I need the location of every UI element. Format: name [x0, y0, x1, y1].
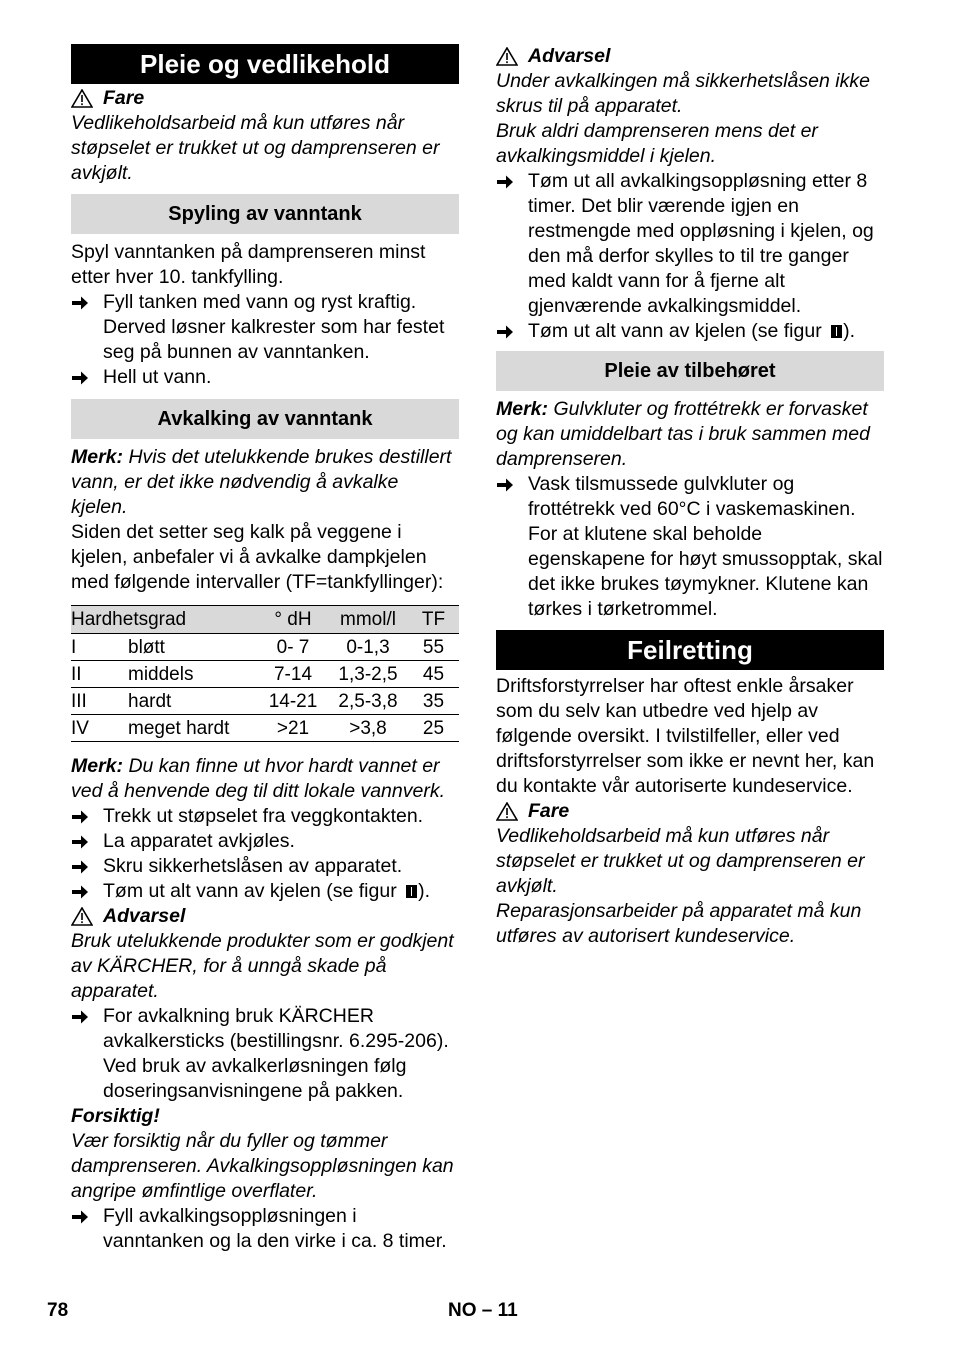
step-item: Vask tilsmussede gulvkluter og frottétrekk ved 60°C i vaskemaskinen. For at klutene skal beholde egenskapene for høyt smussopptak, skal det ikke brukes tøymykner. Klutene kan tørkes i tørketrommel. [496, 472, 884, 622]
danger-heading [496, 799, 884, 824]
section-title-troubleshooting: Feilretting [496, 630, 884, 670]
subsection-title-descaling: Avkalking av vanntank [71, 399, 459, 439]
danger-label: Fare [528, 800, 570, 822]
warning-heading [71, 904, 459, 929]
arrow-right-icon [496, 477, 514, 493]
warning-triangle-icon [496, 802, 518, 821]
arrow-right-icon [71, 809, 89, 825]
danger-label: Fare [103, 87, 145, 109]
warning-text: Bruk utelukkende produkter som er godkjent av KÄRCHER, for å unngå skade på apparatet. [71, 930, 454, 1002]
warning-heading [496, 44, 884, 69]
caution-label: Forsiktig! [71, 1105, 160, 1127]
left-column [71, 44, 459, 1254]
step-item: Trekk ut støpselet fra veggkontakten. [71, 804, 459, 829]
danger-text: Reparasjonsarbeider på apparatet må kun utføres av autorisert kundeservice. [496, 900, 862, 947]
figure-reference-icon [831, 325, 842, 338]
table-row: I bløtt 0- 7 0-1,3 55 [71, 634, 459, 661]
warning-label: Advarsel [528, 45, 611, 67]
subsection-title-accessories: Pleie av tilbehøret [496, 351, 884, 391]
arrow-right-icon [71, 884, 89, 900]
hardness-table [71, 605, 459, 742]
step-item: Skru sikkerhetslåsen av apparatet. [71, 854, 459, 879]
step-item: For avkalkning bruk KÄRCHER avkalkersticks (bestillingsnr. 6.295-206). Ved bruk av avkalkerløsningen følg doseringsanvisningene på pakken. [71, 1004, 459, 1104]
step-item: Fyll avkalkingsoppløsningen i vanntanken og la den virke i ca. 8 timer. [71, 1204, 459, 1254]
right-column [496, 44, 884, 949]
arrow-right-icon [71, 1009, 89, 1025]
step-item: Tøm ut all avkalkingsoppløsning etter 8 timer. Det blir værende igjen en restmengde med oppløsning i kjelen, og den må derfor skylles to til tre ganger med kaldt vann for å fjerne alt gjenværende avkalkingsmiddel. [496, 169, 884, 319]
arrow-right-icon [496, 174, 514, 190]
arrow-right-icon [496, 324, 514, 340]
subsection-title-flushing: Spyling av vanntank [71, 194, 459, 234]
section-title-maintenance: Pleie og vedlikehold [71, 44, 459, 84]
section-page-label: NO – 11 [448, 1300, 518, 1321]
flushing-text: Spyl vanntanken på damprenseren minst etter hver 10. tankfylling. [71, 241, 426, 288]
note-accessories: Merk: Gulvkluter og frottétrekk er forvasket og kan umiddelbart tas i bruk sammen med damprenseren. [496, 398, 870, 470]
step-item: Tøm ut alt vann av kjelen (se figur ). [71, 879, 459, 904]
step-item: La apparatet avkjøles. [71, 829, 459, 854]
caution-text: Vær forsiktig når du fyller og tømmer damprenseren. Avkalkingsoppløsningen kan angripe ømfintlige overflater. [71, 1130, 454, 1202]
arrow-right-icon [71, 1209, 89, 1225]
warning-triangle-icon [71, 89, 93, 108]
warning-text: Bruk aldri damprenseren mens det er avkalkingsmiddel i kjelen. [496, 120, 818, 167]
danger-text: Vedlikeholdsarbeid må kun utføres når støpselet er trukket ut og damprenseren er avkjølt. [71, 112, 440, 184]
step-item: Hell ut vann. [71, 365, 459, 390]
arrow-right-icon [71, 859, 89, 875]
table-header-row: Hardhetsgrad ° dH mmol/l TF [71, 606, 459, 634]
troubleshooting-text: Driftsforstyrrelser har oftest enkle årsaker som du selv kan utbedre ved hjelp av følgende oversikt. I tvilstilfeller, eller ved driftsforstyrrelser som ikke er nevnt her, kan du kontakte vår autoriserte kundeservice. [496, 675, 875, 797]
warning-text: Under avkalkingen må sikkerhetslåsen ikke skrus til på apparatet. [496, 70, 870, 117]
warning-triangle-icon [71, 907, 93, 926]
table-row: II middels 7-14 1,3-2,5 45 [71, 661, 459, 688]
note-water-hardness: Merk: Du kan finne ut hvor hardt vannet er ved å henvende deg til ditt lokale vannverk. [71, 755, 445, 802]
arrow-right-icon [71, 370, 89, 386]
descaling-text: Siden det setter seg kalk på veggene i kjelen, anbefaler vi å avkalke dampkjelen med følgende intervaller (TF=tankfyllinger): [71, 521, 444, 593]
danger-heading [71, 86, 459, 111]
warning-label: Advarsel [103, 905, 186, 927]
danger-text: Vedlikeholdsarbeid må kun utføres når støpselet er trukket ut og damprenseren er avkjølt. [496, 825, 865, 897]
table-row: IV meget hardt >21 >3,8 25 [71, 715, 459, 742]
page-number: 78 [47, 1300, 69, 1321]
step-item: Tøm ut alt vann av kjelen (se figur ). [496, 319, 884, 344]
table-row: III hardt 14-21 2,5-3,8 35 [71, 688, 459, 715]
note-descaling: Merk: Hvis det utelukkende brukes destillert vann, er det ikke nødvendig å avkalke kjelen. [71, 446, 452, 518]
arrow-right-icon [71, 834, 89, 850]
warning-triangle-icon [496, 47, 518, 66]
figure-reference-icon [406, 885, 417, 898]
arrow-right-icon [71, 295, 89, 311]
step-item: Fyll tanken med vann og ryst kraftig. Derved løsner kalkrester som har festet seg på bunnen av vanntanken. [71, 290, 459, 365]
